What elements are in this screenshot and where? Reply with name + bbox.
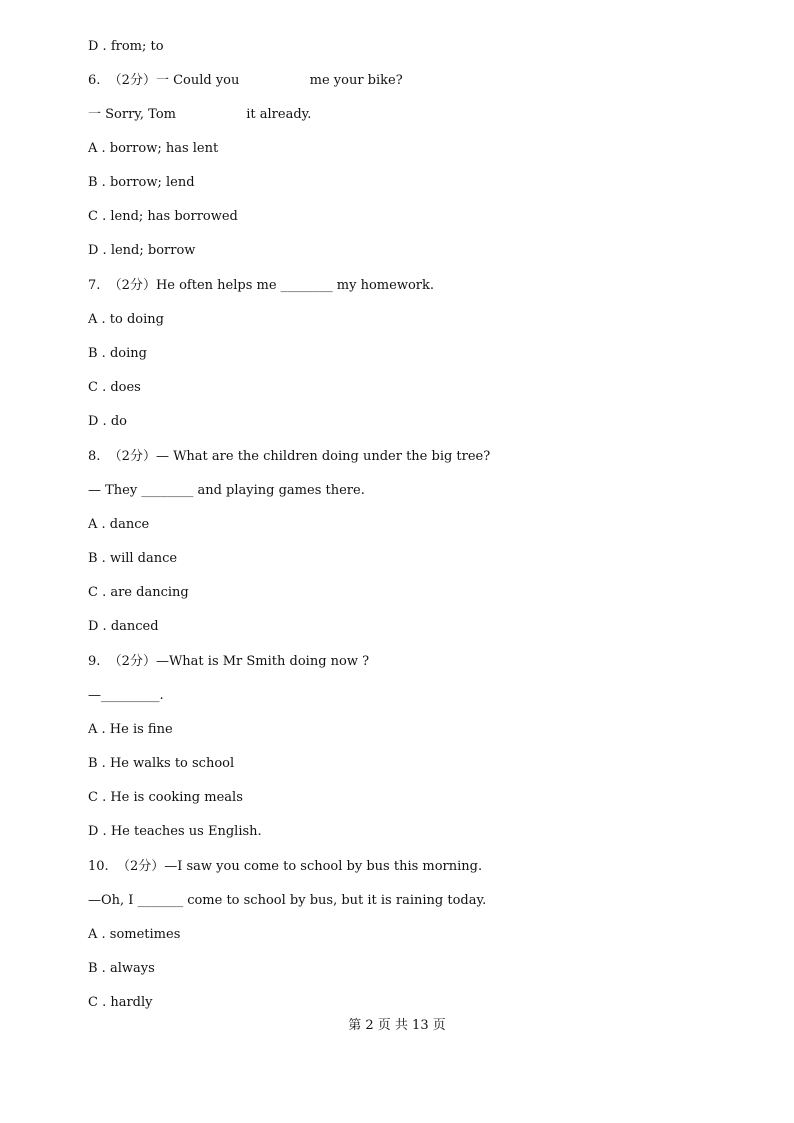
q8-response: — They ________ and playing games there. — [88, 483, 365, 498]
q6-option-b: B . borrow; lend — [88, 175, 195, 190]
q5-option-d: D . from; to — [88, 39, 164, 54]
q8-option-c: C . are dancing — [88, 585, 189, 600]
q6-option-d: D . lend; borrow — [88, 243, 196, 258]
q8-question: 8. （2分）— What are the children doing under the big tree? — [88, 449, 491, 464]
q8-option-a: A . dance — [88, 517, 150, 532]
q6-question: 6. （2分）一 Could you me your bike? — [88, 73, 403, 88]
q10-response: —Oh, I _______ come to school by bus, but it is raining today. — [88, 893, 487, 908]
q6-option-c: C . lend; has borrowed — [88, 209, 238, 224]
q7-option-d: D . do — [88, 414, 127, 429]
q10-option-a: A . sometimes — [88, 927, 181, 942]
q10-question: 10. （2分）—I saw you come to school by bus this morning. — [88, 859, 483, 874]
q10-option-c: C . hardly — [88, 995, 153, 1010]
q9-option-a: A . He is fine — [88, 722, 173, 737]
q7-option-b: B . doing — [88, 346, 147, 361]
q9-response: —_________. — [88, 688, 164, 703]
q10-option-b: B . always — [88, 961, 155, 976]
page-footer: 第 2 页 共 13 页 — [348, 1018, 446, 1033]
q7-option-a: A . to doing — [88, 312, 164, 327]
q9-option-c: C . He is cooking meals — [88, 790, 243, 805]
q9-question: 9. （2分）—What is Mr Smith doing now ? — [88, 654, 370, 669]
q6-option-a: A . borrow; has lent — [88, 141, 219, 156]
q6-response: 一 Sorry, Tom it already. — [88, 107, 312, 122]
q9-option-b: B . He walks to school — [88, 756, 235, 771]
q7-option-c: C . does — [88, 380, 141, 395]
q7-question: 7. （2分）He often helps me ________ my homework. — [88, 278, 434, 293]
q9-option-d: D . He teaches us English. — [88, 824, 262, 839]
q8-option-d: D . danced — [88, 619, 159, 634]
q8-option-b: B . will dance — [88, 551, 178, 566]
